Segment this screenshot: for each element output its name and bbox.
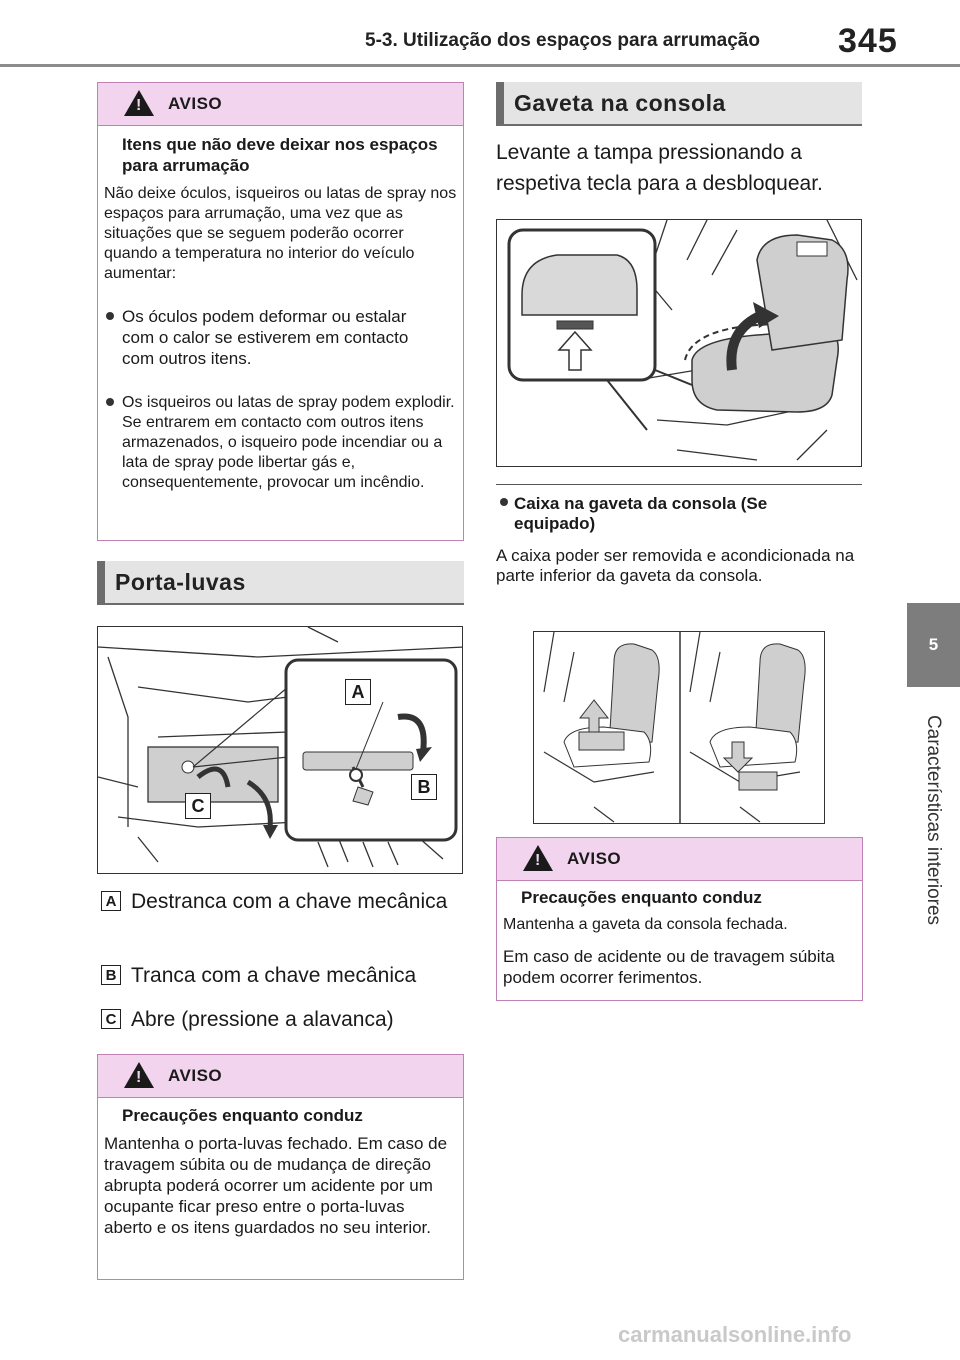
- glovebox-illustration: [98, 627, 463, 874]
- warning-bullet-2: Os isqueiros ou latas de spray podem explodir. Se entrarem em contacto com outros itens armazenados, o isqueiro pode incendiar ou a lata de spray pode libertar gás e, consequentemente, provocar um incêndio.: [122, 394, 455, 491]
- callout-c: C: [185, 793, 211, 819]
- warning-header: [98, 1055, 463, 1098]
- tray-subtitle: Caixa na gaveta da consola (Se equipado): [514, 494, 768, 533]
- warning-box-console: [496, 837, 863, 1001]
- header-rule: [0, 64, 960, 67]
- warning-header: [497, 838, 862, 881]
- warning-header: [98, 83, 463, 126]
- warning-subtitle: Itens que não deve deixar nos espaços para arrumação: [122, 135, 438, 175]
- subsection-rule: [496, 484, 862, 485]
- chapter-tab: 5: [907, 603, 960, 687]
- warning-label: AVISO: [567, 849, 622, 868]
- chapter-label-text: Características interiores: [923, 714, 944, 926]
- section-title: 5-3. Utilização dos espaços para arrumação: [365, 30, 760, 51]
- glovebox-figure: [97, 626, 463, 874]
- legend-text-b: Tranca com a chave mecânica: [131, 964, 417, 987]
- legend-letter-a: A: [101, 891, 121, 911]
- warning-bullet-1: Os óculos podem deformar ou estalar com o calor se estiverem em contacto com outros itens.: [122, 307, 409, 368]
- bullet-dot: [106, 312, 114, 320]
- legend-text-a: Destranca com a chave mecânica: [131, 890, 448, 913]
- legend-text-c: Abre (pressione a alavanca): [131, 1008, 394, 1031]
- warning-subtitle: Precauções enquanto conduz: [521, 888, 762, 907]
- console-figure: [496, 219, 862, 467]
- watermark: carmanualsonline.info: [618, 1322, 852, 1347]
- page-number: 345: [838, 22, 898, 60]
- warning-subtitle: Precauções enquanto conduz: [122, 1106, 363, 1125]
- legend-letter-b: B: [101, 965, 121, 985]
- callout-b: B: [411, 774, 437, 800]
- warning-triangle-icon: [523, 845, 553, 871]
- warning-line-2: Em caso de acidente ou de travagem súbita podem ocorrer ferimentos.: [503, 947, 835, 987]
- bullet-dot: [500, 498, 508, 506]
- warning-label: AVISO: [168, 94, 223, 113]
- callout-a: A: [345, 679, 371, 705]
- warning-triangle-icon: [124, 1062, 154, 1088]
- console-illustration: [497, 220, 862, 467]
- console-intro: Levante a tampa pressionando a respetiva tecla para a desbloquear.: [496, 141, 823, 195]
- warning-box-glovebox: [97, 1054, 464, 1280]
- warning-line-1: Mantenha a gaveta da consola fechada.: [503, 916, 788, 933]
- tray-illustration: [534, 632, 825, 824]
- warning-box-storage: [97, 82, 464, 541]
- tray-text: A caixa poder ser removida e acondicionada na parte inferior da gaveta da consola.: [496, 546, 855, 585]
- warning-intro: Não deixe óculos, isqueiros ou latas de spray nos espaços para arrumação, uma vez que as situações que se seguem poderão ocorrer quando a temperatura no interior do veículo aumentar:: [104, 185, 457, 282]
- warning-triangle-icon: [124, 90, 154, 116]
- legend-letter-c: C: [101, 1009, 121, 1029]
- warning-text: Mantenha o porta-luvas fechado. Em caso de travagem súbita ou de mudança de direção abrupta poderá ocorrer um acidente por um ocupante ficar preso entre o porta-luvas aberto e os itens guardados no seu interior.: [104, 1134, 448, 1237]
- bullet-dot: [106, 398, 114, 406]
- warning-label: AVISO: [168, 1066, 223, 1085]
- tray-figure: [533, 631, 825, 824]
- console-heading: Gaveta na consola: [496, 82, 862, 126]
- chapter-label: [910, 700, 956, 940]
- glovebox-heading: Porta-luvas: [97, 561, 464, 605]
